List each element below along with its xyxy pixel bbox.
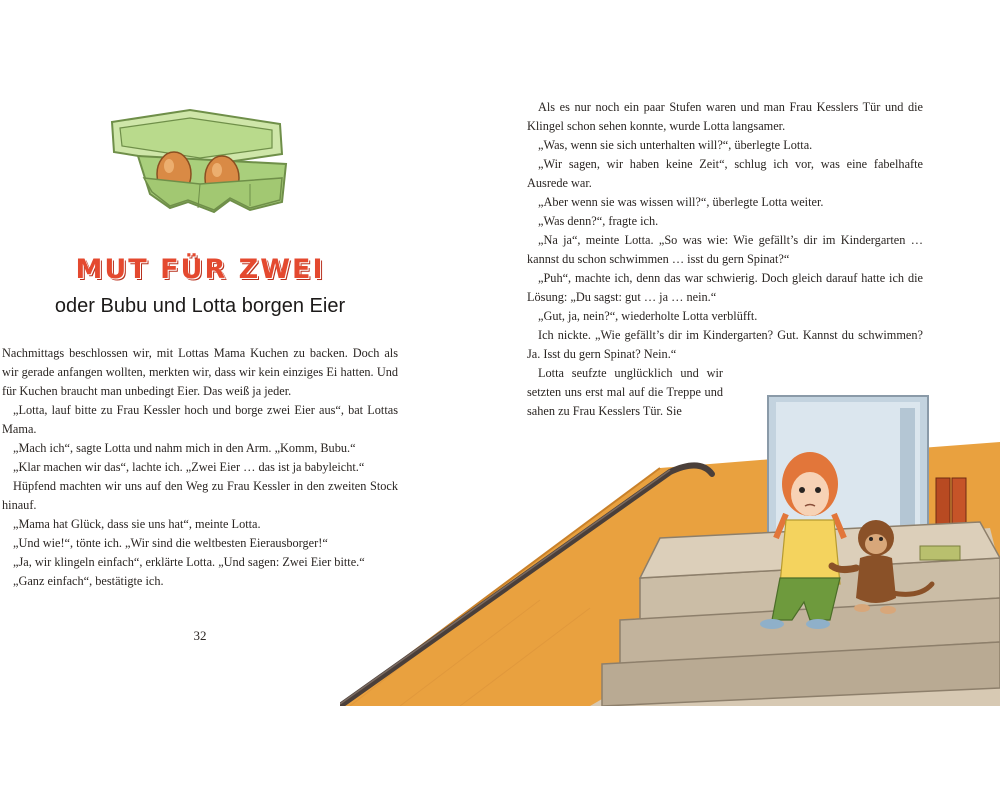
staircase-illustration [340, 388, 1000, 706]
paragraph: Nachmittags beschlossen wir, mit Lottas Mama Kuchen zu backen. Doch als wir gerade anfangen wollten, merkten wir, dass wir kein einziges Ei hatten. Und für Kuchen braucht man unbedingt Eier. Das weiß ja jeder. [2, 346, 398, 398]
paragraph: Als es nur noch ein paar Stufen waren und man Frau Kesslers Tür und die Klingel schon sehen konnte, wurde Lotta langsamer. [527, 100, 923, 133]
left-page-text [2, 344, 398, 591]
paragraph: „Wir sagen, wir haben keine Zeit“, schlug ich vor, was eine fabelhafte Ausrede war. [527, 157, 923, 190]
paragraph: Ich nickte. „Wie gefällt’s dir im Kindergarten? Gut. Kannst du schwimmen? Ja. Isst du gern Spinat? Nein.“ [527, 328, 923, 361]
paragraph: „Was, wenn sie sich unterhalten will?“, überlegte Lotta. [538, 138, 813, 152]
paragraph: „Klar machen wir das“, lachte ich. „Zwei Eier … das ist ja babyleicht.“ [13, 460, 365, 474]
paragraph: „Na ja“, meinte Lotta. „So was wie: Wie gefällt’s dir im Kindergarten … kannst du schon schwimmen … isst du gern Spinat?“ [527, 233, 923, 266]
chapter-title: MUT FÜR ZWEI [75, 254, 325, 285]
paragraph: Hüpfend machten wir uns auf den Weg zu Frau Kessler in den zweiten Stock hinauf. [2, 479, 398, 512]
paragraph: Lotta seufzte unglücklich und wir setzten uns erst mal auf die Treppe und sahen zu Frau Kesslers Tür. Sie [527, 366, 723, 418]
paragraph: „Ja, wir klingeln einfach“, erklärte Lotta. „Und sagen: Zwei Eier bitte.“ [13, 555, 365, 569]
paragraph: „Was denn?“, fragte ich. [538, 214, 659, 228]
paragraph: „Aber wenn sie was wissen will?“, überlegte Lotta weiter. [538, 195, 824, 209]
paragraph: „Mach ich“, sagte Lotta und nahm mich in den Arm. „Komm, Bubu.“ [13, 441, 356, 455]
paragraph: „Und wie!“, tönte ich. „Wir sind die weltbesten Eierausborger!“ [13, 536, 328, 550]
page-number: 32 [193, 628, 207, 643]
paragraph: „Mama hat Glück, dass sie uns hat“, meinte Lotta. [13, 517, 261, 531]
paragraph: „Ganz einfach“, bestätigte ich. [13, 574, 164, 588]
paragraph: „Gut, ja, nein?“, wiederholte Lotta verblüfft. [538, 309, 758, 323]
egg-carton-illustration [100, 104, 300, 222]
chapter-subtitle: oder Bubu und Lotta borgen Eier [54, 295, 346, 317]
right-page-text [527, 98, 923, 364]
paragraph: „Puh“, machte ich, denn das war schwierig. Doch gleich darauf hatte ich die Lösung: „Du sagst: gut … ja … nein.“ [527, 271, 923, 304]
paragraph: „Lotta, lauf bitte zu Frau Kessler hoch und borge zwei Eier aus“, bat Lottas Mama. [2, 403, 398, 436]
